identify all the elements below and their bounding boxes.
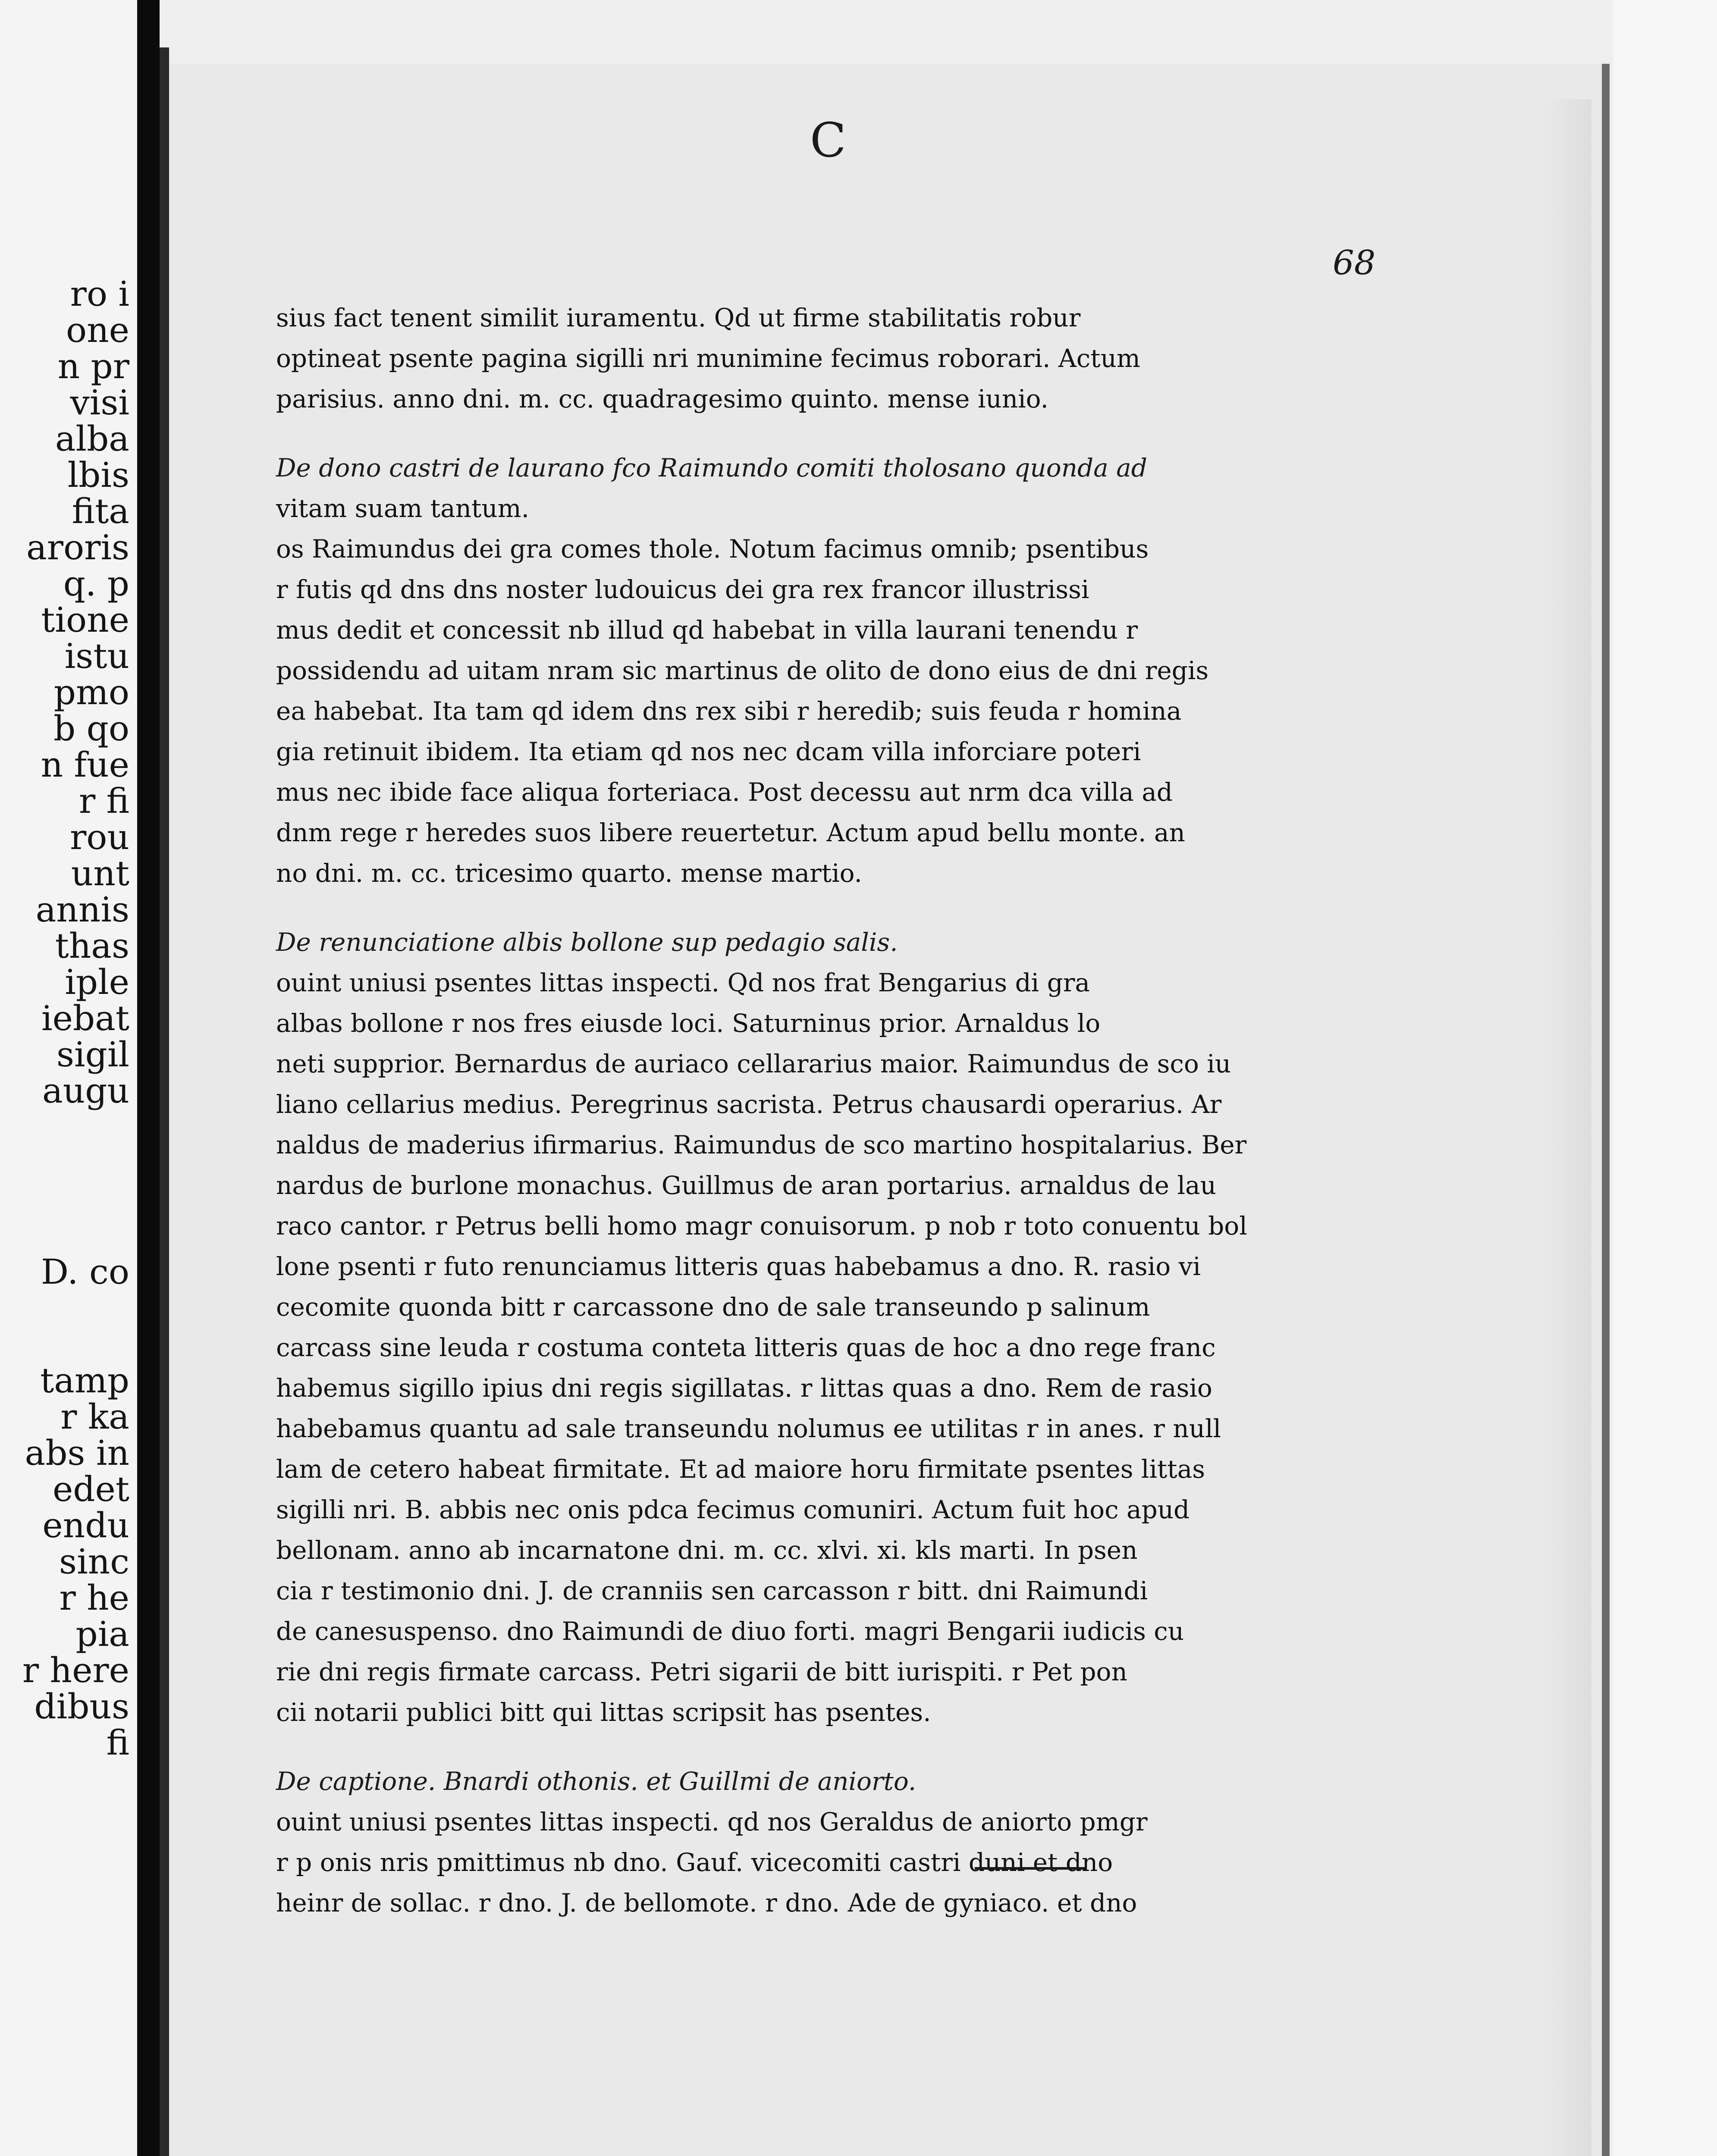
- facing-page-fragment: tione: [41, 600, 129, 640]
- facing-page-fragment: n pr: [57, 346, 129, 386]
- facing-page-fragment: visi: [70, 382, 129, 423]
- facing-page-fragment: r he: [59, 1578, 129, 1618]
- facing-page-fragment: sinc: [59, 1542, 129, 1582]
- text-line: parisius. anno dni. m. cc. quadragesimo quinto. mense iunio.: [276, 384, 1048, 414]
- text-line: r p onis nris pmittimus nb dno. Gauf. vicecomiti castri duni et dno: [276, 1848, 1113, 1877]
- facing-page-fragment: [0, 1218, 129, 1254]
- facing-page-fragment: edet: [52, 1469, 129, 1509]
- text-line: r futis qd dns dns noster ludouicus dei gra rex francor illustrissi: [276, 575, 1089, 604]
- facing-page-fragment: D. co: [41, 1252, 129, 1292]
- text-line: nardus de burlone monachus. Guillmus de aran portarius. arnaldus de lau: [276, 1171, 1216, 1200]
- facing-page-fragment: endu: [42, 1505, 129, 1545]
- facing-page-fragment: b qo: [53, 708, 129, 749]
- section-heading: De captione. Bnardi othonis. et Guillmi de aniorto.: [276, 1767, 917, 1796]
- text-line: cecomite quonda bitt r carcassone dno de sale transeundo p salinum: [276, 1292, 1150, 1322]
- facing-page-fragment: dibus: [34, 1686, 129, 1727]
- facing-page-fragment: rou: [70, 817, 129, 857]
- facing-page-fragment: [0, 1109, 129, 1145]
- facing-page-text: [0, 276, 129, 1871]
- facing-page-fragment: fita: [72, 491, 129, 531]
- facing-page-fragment: iple: [65, 962, 129, 1002]
- text-line: raco cantor. r Petrus belli homo magr conuisorum. p nob r toto conuentu bol: [276, 1211, 1247, 1241]
- text-line: ea habebat. Ita tam qd idem dns rex sibi r heredib; suis feuda r homina: [276, 696, 1182, 726]
- facing-page-fragment: unt: [71, 853, 129, 893]
- text-line: neti supprior. Bernardus de auriaco cellararius maior. Raimundus de sco iu: [276, 1049, 1231, 1078]
- facing-page-fragment: annis: [35, 890, 129, 930]
- text-line: rie dni regis firmate carcass. Petri sigarii de bitt iurispiti. r Pet pon: [276, 1657, 1127, 1686]
- text-line: heinr de sollac. r dno. J. de bellomote. r dno. Ade de gyniaco. et dno: [276, 1888, 1137, 1918]
- facing-page-fragment: [0, 1181, 129, 1218]
- leaf-edge-shade: [1544, 99, 1591, 2156]
- facing-page-fragment: ro i: [70, 276, 129, 314]
- facing-page-fragment: one: [66, 310, 129, 350]
- facing-page-fragment: q. p: [63, 564, 129, 604]
- text-line: de canesuspenso. dno Raimundi de diuo forti. magri Bengarii iudicis cu: [276, 1617, 1184, 1646]
- section-gap: [276, 419, 1281, 448]
- facing-page-fragment: [0, 1145, 129, 1181]
- text-line: possidendu ad uitam nram sic martinus de olito de dono eius de dni regis: [276, 656, 1209, 685]
- text-line: mus dedit et concessit nb illud qd habebat in villa laurani tenendu r: [276, 615, 1138, 645]
- facing-page-fragment: aroris: [26, 527, 129, 567]
- underline-mark: [975, 1863, 1087, 1870]
- text-line: ouint uniusi psentes littas inspecti. Qd nos frat Bengarius di gra: [276, 968, 1090, 997]
- text-line: vitam suam tantum.: [276, 494, 530, 523]
- facing-page-fragment: pmo: [53, 672, 129, 712]
- section-heading: De renunciatione albis bollone sup pedagio salis.: [276, 928, 898, 957]
- facing-page-fragment: n fue: [41, 745, 129, 785]
- facing-page-fragment: [0, 1326, 129, 1363]
- right-background: [1613, 0, 1717, 2156]
- facing-page-fragment: istu: [64, 636, 129, 676]
- text-section: [276, 298, 1281, 419]
- book-spine: [137, 0, 160, 2156]
- facing-page-fragment: abs in: [25, 1433, 129, 1473]
- text-line: naldus de maderius ifirmarius. Raimundus de sco martino hospitalarius. Ber: [276, 1130, 1247, 1159]
- text-line: no dni. m. cc. tricesimo quarto. mense martio.: [276, 859, 862, 888]
- section-gap: [276, 1733, 1281, 1761]
- text-line: sigilli nri. B. abbis nec onis pdca fecimus comuniri. Actum fuit hoc apud: [276, 1495, 1190, 1524]
- text-section: [276, 448, 1281, 893]
- text-line: optineat psente pagina sigilli nri munimine fecimus roborari. Actum: [276, 344, 1140, 373]
- text-line: liano cellarius medius. Peregrinus sacrista. Petrus chausardi operarius. Ar: [276, 1090, 1222, 1119]
- facing-page-fragment: augu: [42, 1071, 129, 1111]
- facing-page-fragment: sigil: [56, 1034, 129, 1075]
- facing-page-fragment: alba: [55, 419, 129, 459]
- facing-page-fragment: r here: [22, 1650, 129, 1690]
- text-line: mus nec ibide face aliqua forteriaca. Post decessu aut nrm dca villa ad: [276, 777, 1173, 807]
- text-line: dnm rege r heredes suos libere reuertetur. Actum apud bellu monte. an: [276, 818, 1185, 847]
- facing-page-fragment: lbis: [67, 455, 129, 495]
- section-heading: De dono castri de laurano fco Raimundo comiti tholosano quonda ad: [276, 453, 1147, 483]
- spine-gutter: [160, 47, 169, 2156]
- facing-page-fragment: pia: [75, 1614, 129, 1654]
- facing-page-fragment: fi: [106, 1723, 129, 1763]
- manuscript-text: [276, 298, 1281, 1923]
- folio-number: 68: [1333, 244, 1376, 282]
- facing-page-fragment: [0, 1290, 129, 1326]
- text-line: cii notarii publici bitt qui littas scripsit has psentes.: [276, 1698, 931, 1727]
- top-mark: C: [810, 113, 847, 168]
- facing-page-fragment: r ka: [60, 1397, 129, 1437]
- section-gap: [276, 893, 1281, 922]
- text-line: ouint uniusi psentes littas inspecti. qd nos Geraldus de aniorto pmgr: [276, 1807, 1148, 1836]
- text-line: bellonam. anno ab incarnatone dni. m. cc. xlvi. xi. kls marti. In psen: [276, 1536, 1138, 1565]
- text-line: lone psenti r futo renunciamus litteris quas habebamus a dno. R. rasio vi: [276, 1252, 1201, 1281]
- text-line: sius fact tenent similit iuramentu. Qd ut firme stabilitatis robur: [276, 303, 1081, 332]
- text-line: lam de cetero habeat firmitate. Et ad maiore horu firmitate psentes littas: [276, 1454, 1205, 1484]
- text-section: [276, 1761, 1281, 1923]
- facing-page-fragment: iebat: [41, 998, 129, 1038]
- text-line: gia retinuit ibidem. Ita etiam qd nos nec dcam villa inforciare poteri: [276, 737, 1141, 766]
- text-line: albas bollone r nos fres eiusde loci. Saturninus prior. Arnaldus lo: [276, 1009, 1101, 1038]
- text-section: [276, 922, 1281, 1733]
- text-line: habemus sigillo ipius dni regis sigillatas. r littas quas a dno. Rem de rasio: [276, 1373, 1212, 1403]
- facing-page-fragment: r fi: [78, 781, 129, 821]
- facing-page-fragment: thas: [55, 926, 129, 966]
- text-line: carcass sine leuda r costuma conteta litteris quas de hoc a dno rege franc: [276, 1333, 1216, 1362]
- text-line: os Raimundus dei gra comes thole. Notum facimus omnib; psentibus: [276, 534, 1149, 564]
- text-line: habebamus quantu ad sale transeundu nolumus ee utilitas r in anes. r null: [276, 1414, 1221, 1443]
- facing-page-fragment: tamp: [40, 1360, 129, 1401]
- text-line: cia r testimonio dni. J. de cranniis sen carcasson r bitt. dni Raimundi: [276, 1576, 1148, 1605]
